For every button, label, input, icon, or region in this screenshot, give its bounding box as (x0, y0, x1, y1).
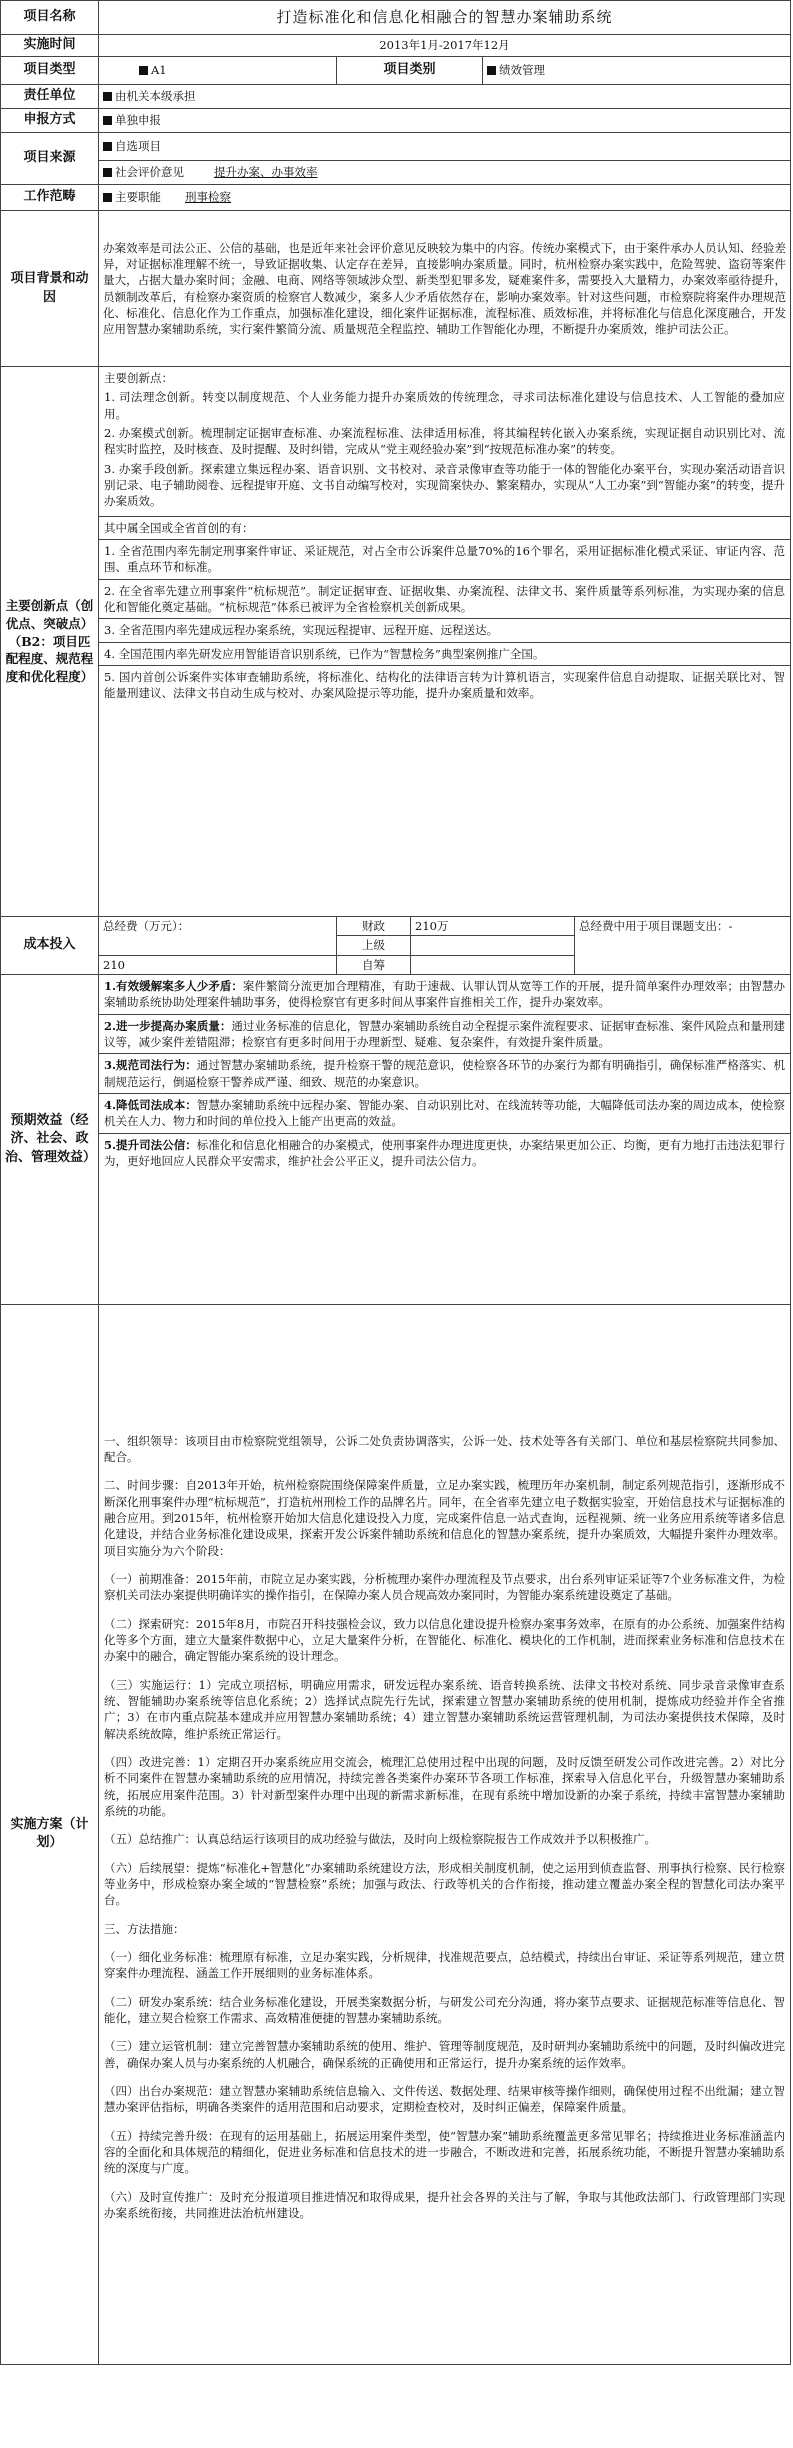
plan-paragraph: 二、时间步骤：自2013年开始，杭州检察院围绕保障案件质量，立足办案实践，梳理历年办案机制，制定系列规范指引，逐渐形成不断深化刑事案件办理“杭标规范”，打造杭州刑检工作的品牌名片。同年，在全省率先建立电子数据实验室，开始信息技术与证据标准的融合应用。到2015年，杭州检察开始加大信息化建设投入力度，完成案件信息一站式查询，远程视频、统一业务应用系统等诸多信息化建设，并结合业务标准化建设成果，探索开发公诉案件辅助系统和信息化的智慧办案系统，提升办案质效，大幅提升案件办理效率。项目实施分为六个阶段： (104, 1478, 786, 1558)
benefit-item: 2.进一步提高办案质量：通过业务标准的信息化，智慧办案辅助系统自动全程提示案件流程要求、证据审查标准、案件风险点和量刑建议等，减少案件差错阻滞；检察官有更多时间用于办理新型、疑难、复杂案件，有效提升案件质量。 (99, 1015, 790, 1055)
cost-label: 成本投入 (1, 917, 99, 975)
innovation-intro: 主要创新点： (104, 371, 173, 385)
cost-finance-value: 210万 (411, 917, 575, 936)
plan-paragraph: （五）总结推广：认真总结运行该项目的成功经验与做法，及时向上级检察院报告工作成效并予以积极推广。 (104, 1832, 656, 1847)
checkbox-icon (103, 193, 112, 202)
plan-paragraph: （一）前期准备：2015年前，市院立足办案实践，分析梳理办案件办理流程及节点要求，出台系列审证采证等7个业务标准文件，为检察机关司法办案提供明确详实的操作指引，在保障办案人员合规高效办案同时，为智能办案系统建设奠定了基础。 (104, 1572, 786, 1603)
row-apply (1, 109, 791, 133)
cost-total-value: 210 (99, 955, 337, 974)
source-line2-value: 提升办案、办事效率 (214, 165, 318, 180)
row-project-name (1, 1, 791, 35)
cost-superior-value (411, 936, 575, 955)
apply-label: 申报方式 (1, 109, 99, 133)
row-type (1, 57, 791, 85)
row-unit (1, 85, 791, 109)
project-type-value: A1 (151, 63, 167, 78)
period-label: 实施时间 (1, 35, 99, 57)
cost-self-label: 自筹 (337, 955, 411, 974)
cost-finance-label: 财政 (337, 917, 411, 936)
checkbox-icon (103, 92, 112, 101)
benefit-item: 5.提升司法公信：标准化和信息化相融合的办案模式，使刑事案件办理进度更快，办案结果更加公正、均衡，更有力地打击违法犯罪行为，更好地回应人民群众平安需求，维护社会公平正义，提升司法公信力。 (104, 1137, 785, 1168)
cost-self-value (411, 955, 575, 974)
plan-paragraph: （二）探索研究：2015年8月，市院召开科技强检会议，致力以信息化建设提升检察办案事务效率，在原有的办公系统、加强案件结构化等多个方面，建立大量案件数据中心，立足大量案件分析，在智能化、标准化、模块化的工作机制，进而探索业务标准和信息技术在办案中的融合，确定智能办案系统的设计理念。 (104, 1616, 786, 1664)
source-line1: 自选项目 (115, 139, 161, 154)
cost-superior-label: 上级 (337, 936, 411, 955)
benefit-item: 1.有效缓解案多人少矛盾：案件繁简分流更加合理精准，有助于速裁、认罪认罚从宽等工作的开展，提升简单案件办理效率；由智慧办案辅助系统协助处理案件辅助事务，使得检察官有更多时间从事案件盲推相关工作，提升办案效率。 (99, 975, 790, 1015)
plan-paragraph: （三）建立运管机制：建立完善智慧办案辅助系统的使用、维护、管理等制度规范，及时研判办案辅助系统中的问题，及时纠偏改进完善，确保办案人员与办案系统的人机融合，确保系统的正确使用和正常运行，提升办案系统的运作效率。 (104, 2039, 786, 2070)
project-category-label: 项目类别 (337, 57, 483, 85)
plan-paragraph: （二）研发办案系统：结合业务标准化建设，开展类案数据分析，与研发公司充分沟通，将办案节点要求、证据规范标准等信息化、智能化，建立契合检察工作需求、高效精准便捷的智慧办案辅助系统。 (104, 1994, 786, 2025)
row-benefit (1, 974, 791, 1304)
checkbox-icon (139, 66, 148, 75)
cost-total-label: 总经费（万元）： (99, 917, 337, 956)
scope-value: 刑事检察 (185, 190, 231, 205)
plan-paragraph: （五）持续完善升级：在现有的运用基础上，拓展运用案件类型，使“智慧办案”辅助系统覆盖更多常见罪名；持续推进业务标准涵盖内容的全面化和具体规范的精细化，促进业务标准和信息技术的进一步融合，不断改进和完善，拓展系统功能，不断提升智慧办案辅助系统的深度与广度。 (104, 2128, 786, 2176)
scope-label: 工作范畴 (1, 185, 99, 211)
innovation-point: 1. 司法理念创新。转变以制度规范、个人业务能力提升办案质效的传统理念，寻求司法标准化建设与信息技术、人工智能的叠加应用。 (104, 390, 786, 421)
scope-prefix: 主要职能 (115, 190, 161, 205)
plan-paragraph: 三、方法措施： (104, 1921, 185, 1936)
national-item: 4. 全国范围内率先研发应用智能语音识别系统，已作为“智慧检务”典型案例推广全国。 (99, 643, 790, 666)
source-line2-prefix: 社会评价意见 (115, 165, 184, 180)
checkbox-icon (487, 66, 496, 75)
plan-label: 实施方案（计划） (1, 1304, 99, 2364)
innovation-points (99, 367, 790, 517)
plan-paragraph: （四）出台办案规范：建立智慧办案辅助系统信息输入、文件传送、数据处理、结果审核等操作细则，确保使用过程不出纰漏；建立智慧办案评估指标，明确各类案件的适用范围和启动要求，定期检查校对，及时纠正偏差，保障案件质量。 (104, 2083, 786, 2115)
period-value: 2013年1月-2017年12月 (99, 35, 791, 57)
innovation-point: 2. 办案模式创新。梳理制定证据审查标准、办案流程标准、法律适用标准，将其编程转化嵌入办案系统，实现证据自动识别比对、流程实时监控，及时核查、及时提醒、及时纠错，完成从“党主观经验办案”到“按规范标准办案”的转变。 (104, 425, 786, 457)
national-item: 2. 在全省率先建立刑事案件“杭标规范”。制定证据审查、证据收集、办案流程、法律文书、案件质量等系列标准，为实现办案的信息化和智能化奠定基础。“杭标规范”体系已被评为全省检察机关创新成果。 (99, 580, 790, 620)
national-item: 5. 国内首创公诉案件实体审查辅助系统，将标准化、结构化的法律语言转为计算机语言，实现案件信息自动提取、证据关联比对、智能量刑建议、法律文书自动生成与校对、办案风险提示等功能，提升办案质量和效率。 (104, 669, 786, 701)
benefit-item: 4.降低司法成本：智慧办案辅助系统中远程办案、智能办案、自动识别比对、在线流转等功能，大幅降低司法办案的周边成本，使检察机关在人力、物力和时间的单位投入上能产出更高的效益。 (99, 1094, 790, 1134)
checkbox-icon (103, 142, 112, 151)
innovation-point: 3. 办案手段创新。探索建立集远程办案、语音识别、文书校对、录音录像审查等功能于一体的智能化办案平台，实现办案活动语音识别记录、电子辅助阅卷、远程提审开庭、文书自动编写校对，实现简案快办、繁案精办，实现从“人工办案”到“智能办案”的转变，提升办案质效。 (104, 461, 786, 509)
source-label: 项目来源 (1, 133, 99, 185)
plan-paragraph: （六）后续展望：提炼“标准化+智慧化”办案辅助系统建设方法，形成相关制度机制，使之运用到侦查监督、刑事执行检察、民行检察等业务中，形成检察办案全域的“智慧检察”系统；加强与政法、行政等机关的合作衔接，推动建立覆盖办案全程的智慧化司法办案平台。 (104, 1860, 786, 1908)
innovation-label: 主要创新点（创优点、突破点）（B2：项目匹配程度、规范程度和优化程度） (1, 367, 99, 917)
plan-paragraph: （四）改进完善：1）定期召开办案系统应用交流会，梳理汇总使用过程中出现的问题，及时反馈至研发公司作改进完善。2）对比分析不同案件在智慧办案辅助系统的应用情况，持续完善各类案件办案环节各项工作标准，探索导入信息化平台，升级智慧办案辅助系统，拓展应用案件范围。3）针对新型案件办理中出现的新需求新标准，在现有系统中增加设新的办案子系统，持续丰富智慧办案辅助系统的功能。 (104, 1755, 786, 1818)
background-text: 办案效率是司法公正、公信的基础，也是近年来社会评价意见反映较为集中的内容。传统办案模式下，由于案件承办人员认知、经验差异，对证据标准理解不统一，导致证据收集、认定存在差异，直接影响办案质量。同时，杭州检察办案实践中，危险驾驶、盗窃等案件量大，占据大量办案时间；金融、电商、网络等领域涉众型、新类型犯罪多发，疑难案件多，需要投入大量精力，办案效率亟待提升，员额制改革后，有检察办案资质的检察官人数减少，案多人少矛盾依然存在，影响办案效率。针对这些问题，市检察院将案件办理规范化、标准化、信息化作为工作重点，加强标准化建设，细化案件证据标准，流程标准、质效标准，并将标准化与信息化深度融合，开发应用智慧办案辅助系统，实行案件繁简分流、质量规范全程监控、辅助工作智能化办理，不断提升办案质效，维护司法公正。 (99, 211, 791, 367)
unit-label: 责任单位 (1, 85, 99, 109)
plan-paragraph: （三）实施运行：1）完成立项招标，明确应用需求，研发远程办案系统、语音转换系统、法律文书校对系统、同步录音录像审查系统、智能辅助办案系统等信息化系统；2）选择试点院先行先试，探索建立智慧办案辅助系统的使用机制，提炼成功经验并作全省推广；3）在市内重点院基本建成并应用智慧办案辅助系统；4）建立智慧办案辅助系统运营管理机制，为司法办案提供技术保障，及时解决系统故障，维护系统正常运行。 (104, 1677, 786, 1741)
row-source-1 (1, 133, 791, 161)
background-label: 项目背景和动因 (1, 211, 99, 367)
apply-value: 单独申报 (115, 113, 161, 128)
national-item: 1. 全省范围内率先制定刑事案件审证、采证规范，对占全市公诉案件总量70%的16个罪名，采用证据标准化模式采证、审证内容、范围、重点环节和标准。 (99, 540, 790, 580)
cost-note: 总经费中用于项目课题支出：- (575, 917, 791, 975)
row-period (1, 35, 791, 57)
row-scope (1, 185, 791, 211)
row-source-2 (1, 161, 791, 185)
row-innovation (1, 367, 791, 917)
row-background (1, 211, 791, 367)
project-name-value: 打造标准化和信息化相融合的智慧办案辅助系统 (99, 1, 791, 35)
national-intro: 其中属全国或全省首创的有： (99, 517, 790, 540)
plan-paragraph: （一）细化业务标准：梳理原有标准，立足办案实践，分析规律，找准规范要点，总结模式，持续出台审证、采证等系列规范，建立贯穿案件办理流程、涵盖工作开展细则的业务标准体系。 (104, 1949, 786, 1981)
checkbox-icon (103, 116, 112, 125)
benefit-label: 预期效益（经济、社会、政治、管理效益） (1, 974, 99, 1304)
unit-value: 由机关本级承担 (115, 89, 196, 104)
plan-body (99, 1304, 791, 2364)
national-item: 3. 全省范围内率先建成远程办案系统，实现远程提审、远程开庭、远程送达。 (99, 619, 790, 642)
checkbox-icon (103, 168, 112, 177)
plan-paragraph: 一、组织领导：该项目由市检察院党组领导，公诉二处负责协调落实，公诉一处、技术处等各有关部门、单位和基层检察院共同参加、配合。 (104, 1433, 786, 1465)
project-category-value: 绩效管理 (499, 63, 545, 78)
project-name-label: 项目名称 (1, 1, 99, 35)
row-plan (1, 1304, 791, 2364)
row-cost-1 (1, 917, 791, 936)
project-type-label: 项目类型 (1, 57, 99, 85)
benefit-item: 3.规范司法行为：通过智慧办案辅助系统，提升检察干警的规范意识，使检察各环节的办案行为都有明确指引，确保标准严格落实、机制规范运行，倒逼检察干警养成严谨、细致、规范的办案意识。 (99, 1054, 790, 1094)
plan-paragraph: （六）及时宣传推广：及时充分报道项目推进情况和取得成果，提升社会各界的关注与了解，争取与其他政法部门、行政管理部门实现办案系统衔接，共同推进法治杭州建设。 (104, 2189, 786, 2220)
